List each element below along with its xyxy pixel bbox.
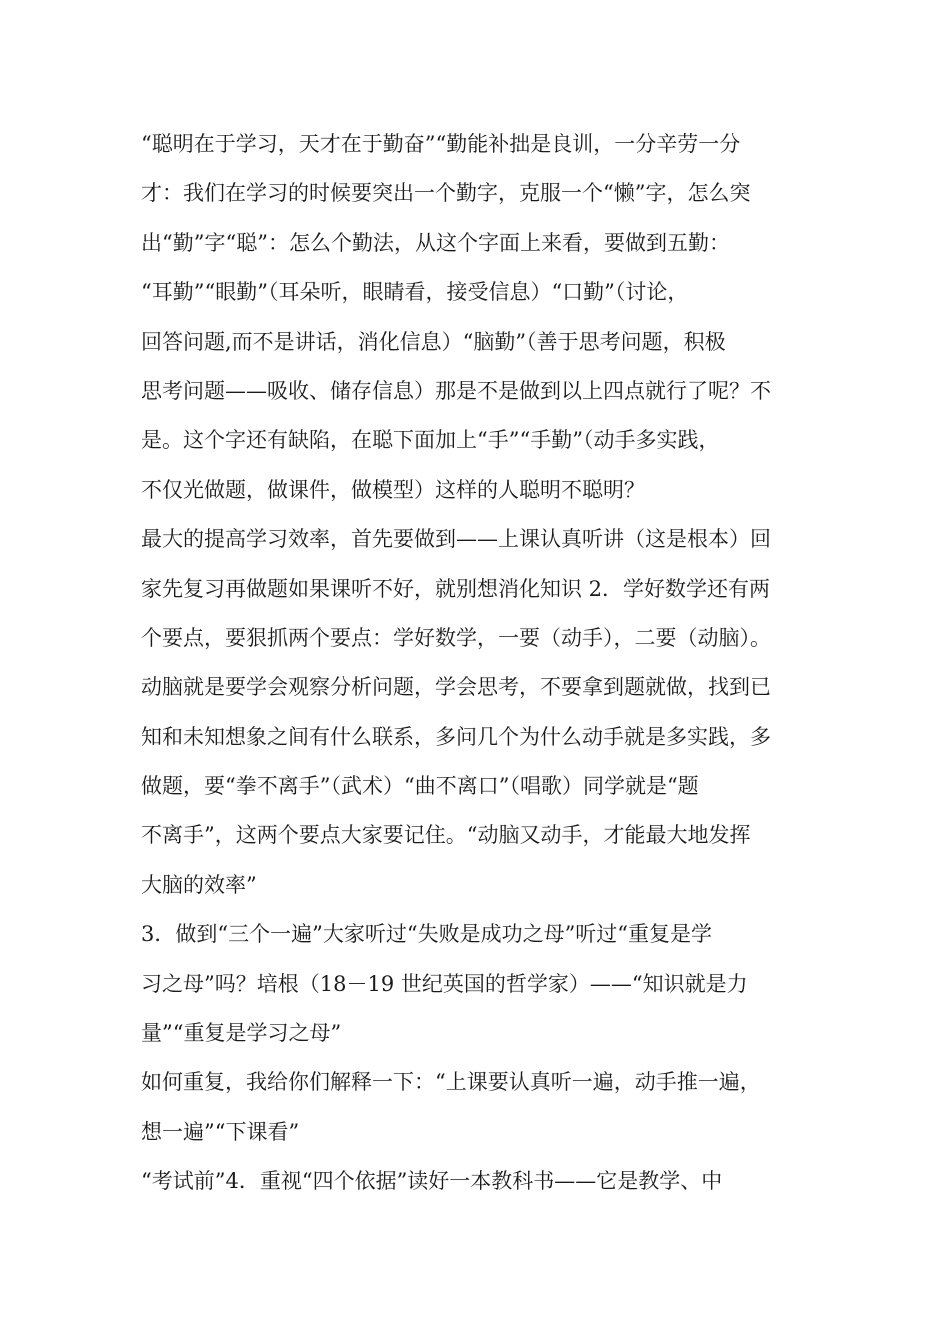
text-line: 知和未知想象之间有什么联系，多问几个为什么动手就是多实践，多 (141, 724, 771, 749)
text-line: 出“勤”字“聪”：怎么个勤法，从这个字面上来看，要做到五勤： (141, 230, 730, 255)
text-line: “考试前”4．重视“四个依据”读好一本教科书——它是教学、中 (141, 1169, 723, 1194)
text-line: 量”“重复是学习之母” (141, 1021, 342, 1046)
text-line: 动脑就是要学会观察分析问题，学会思考，不要拿到题就做，找到已 (141, 675, 771, 700)
text-line: 如何重复，我给你们解释一下：“上课要认真听一遍，动手推一遍， (141, 1070, 761, 1095)
text-line: 思考问题——吸收、储存信息）那是不是做到以上四点就行了呢？不 (141, 378, 771, 403)
text-line: 习之母”吗？培根（18－19 世纪英国的哲学家）——“知识就是力 (141, 971, 748, 996)
text-line: 最大的提高学习效率，首先要做到——上课认真听讲（这是根本）回 (141, 527, 771, 552)
text-line: 做题，要“拳不离手”（武术）“曲不离口”（唱歌）同学就是“题 (141, 774, 699, 799)
text-line: 才：我们在学习的时候要突出一个勤字，克服一个“懒”字，怎么突 (141, 181, 751, 206)
document-body (141, 120, 841, 1207)
text-line: “聪明在于学习，天才在于勤奋”“勤能补拙是良训，一分辛劳一分 (141, 132, 741, 156)
text-line: 是。这个字还有缺陷，在聪下面加上“手”“手勤”（动手多实践， (141, 428, 720, 453)
text-line: 回答问题,而不是讲话，消化信息）“脑勤”（善于思考问题，积极 (141, 329, 726, 354)
text-line: 3．做到“三个一遍”大家听过“失败是成功之母”听过“重复是学 (141, 922, 713, 947)
text-line: 不仅光做题，做课件，做模型）这样的人聪明不聪明？ (141, 477, 645, 502)
text-line: “耳勤”“眼勤”（耳朵听，眼睛看，接受信息）“口勤”（讨论， (141, 280, 689, 305)
text-line: 大脑的效率” (141, 872, 257, 897)
text-line: 个要点，要狠抓两个要点：学好数学，一要（动手），二要（动脑）。 (141, 625, 771, 650)
text-line: 家先复习再做题如果课听不好，就别想消化知识 2．学好数学还有两 (141, 576, 771, 601)
text-line: 想一遍”“下课看” (141, 1119, 300, 1144)
text-line: 不离手”，这两个要点大家要记住。“动脑又动手，才能最大地发挥 (141, 823, 751, 848)
